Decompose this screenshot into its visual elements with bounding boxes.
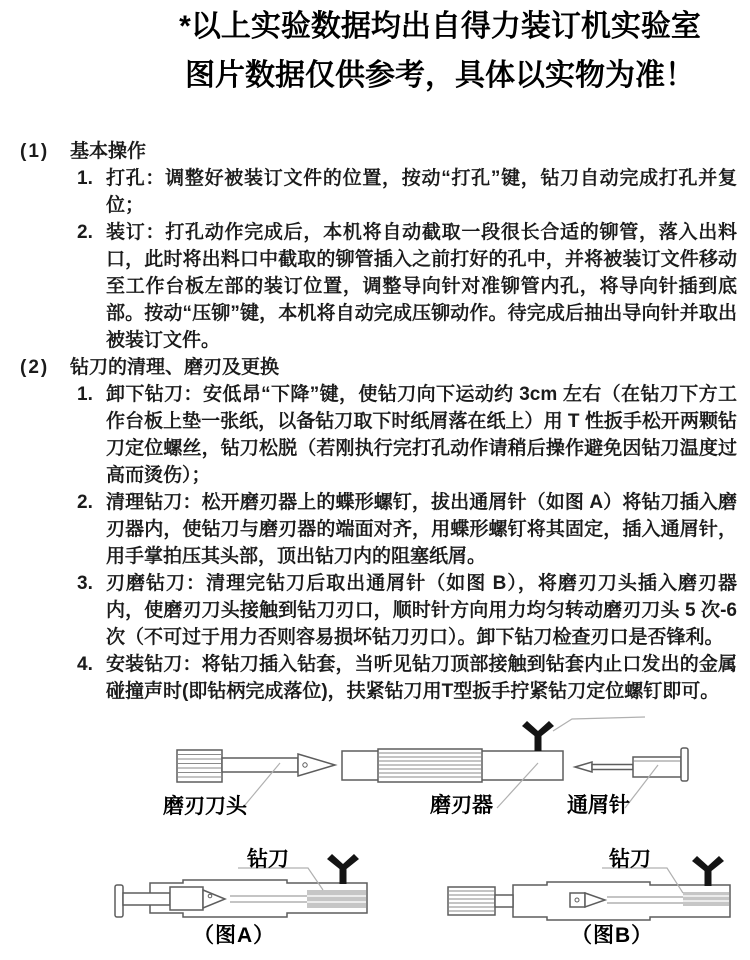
page-header: [140, 2, 740, 100]
chip-pin-label: 通屑针: [567, 794, 630, 817]
chip-pin-drawing: [575, 748, 688, 781]
grinder-head-label: 磨刃刀头: [163, 795, 247, 818]
list-item: [77, 381, 737, 489]
list-item-text: 刃磨钻刀：清理完钻刀后取出通屑针（如图 B），将磨刃刀头插入磨刃器内，使磨刃刀头接触到钻刀刃口，顺时针方向用力均匀转动磨刃刀头 5 次-6 次（不可过于用力否则容易损坏钻刀刃口）。卸下钻刀检查刃口是否锋利。: [106, 573, 737, 648]
section-marker: (1): [20, 141, 50, 162]
section-marker: (2): [20, 357, 50, 378]
wing-nut-icon: [327, 854, 359, 884]
list-item-number: 1.: [77, 384, 93, 405]
sharpener-drawing: [342, 717, 645, 782]
list-item-text: 装订：打孔动作完成后，本机将自动截取一段很长合适的铆管，落入出料口，此时将出料口中截取的铆管插入之前打好的孔中，并将被装订文件移动至工作台板左部的装订位置，调整导向针对准铆管内孔，将导向针插到底部。按动“压铆”键，本机将自动完成压铆动作。待完成后抽出导向针并取出被装订文件。: [106, 222, 737, 351]
pin-in-figure-a: [115, 885, 307, 917]
figure-b-part-label: 钻刀: [609, 848, 651, 871]
list-item: [77, 570, 737, 651]
wing-nut-icon: [692, 856, 724, 886]
header-line-1: *以上实验数据均出自得力装订机实验室: [179, 10, 701, 43]
figure-a-part-label: 钻刀: [247, 848, 289, 871]
list-item-number: 2.: [77, 222, 93, 243]
list-item-number: 4.: [77, 654, 93, 675]
grinder-head-drawing: [177, 750, 335, 782]
section-heading: [20, 138, 737, 165]
list-item: [77, 489, 737, 570]
figure-a-caption: （图A）: [193, 924, 276, 947]
list-item-text: 打孔：调整好被装订文件的位置，按动“打孔”键，钻刀自动完成打孔并复位；: [106, 168, 737, 216]
section-drill-maintenance: [20, 354, 737, 705]
grinder-head-in-figure-b: [448, 887, 683, 915]
header-line-2: 图片数据仅供参考，具体以实物为准！: [185, 59, 695, 92]
tools-row-drawing: [0, 705, 750, 820]
section-heading: [20, 354, 737, 381]
list-item-text: 清理钻刀：松开磨刃器上的蝶形螺钉，拔出通屑针（如图 A）将钻刀插入磨刃器内，使钻刀与磨刃器的端面对齐，用蝶形螺钉将其固定，插入通屑针，用手掌拍压其头部，顶出钻刀内的阻塞纸屑。: [106, 492, 737, 567]
list-item: [77, 165, 737, 219]
sharpener-label: 磨刃器: [430, 794, 493, 817]
list-item-text: 卸下钻刀：安低昂“下降”键，使钻刀向下运动约 3cm 左右（在钻刀下方工作台板上垫一张纸，以备钻刀取下时纸屑落在纸上）用 T 性扳手松开两颗钻刀定位螺丝，钻刀松脱（若刚执行完打孔动作请稍后操作避免因钻刀温度过高而烫伤）；: [106, 384, 737, 486]
figure-b-drawing: [420, 840, 750, 950]
instructions: [20, 138, 737, 705]
section-basic-operation: [20, 138, 737, 354]
figure-a-drawing: [60, 840, 400, 950]
list-item-number: 1.: [77, 168, 93, 189]
list-item-number: 2.: [77, 492, 93, 513]
figure-b-caption: （图B）: [571, 924, 654, 947]
wing-nut-icon: [522, 721, 554, 751]
section-title: 钻刀的清理、磨刃及更换: [70, 357, 280, 378]
list-item-number: 3.: [77, 573, 93, 594]
list-item-text: 安装钻刀：将钻刀插入钻套，当听见钻刀顶部接触到钻套内止口发出的金属碰撞声时(即钻柄完成落位)，扶紧钻刀用T型扳手拧紧钻刀定位螺钉即可。: [106, 654, 737, 702]
section-title: 基本操作: [70, 141, 147, 162]
list-item: [77, 651, 737, 705]
list-item: [77, 219, 737, 354]
